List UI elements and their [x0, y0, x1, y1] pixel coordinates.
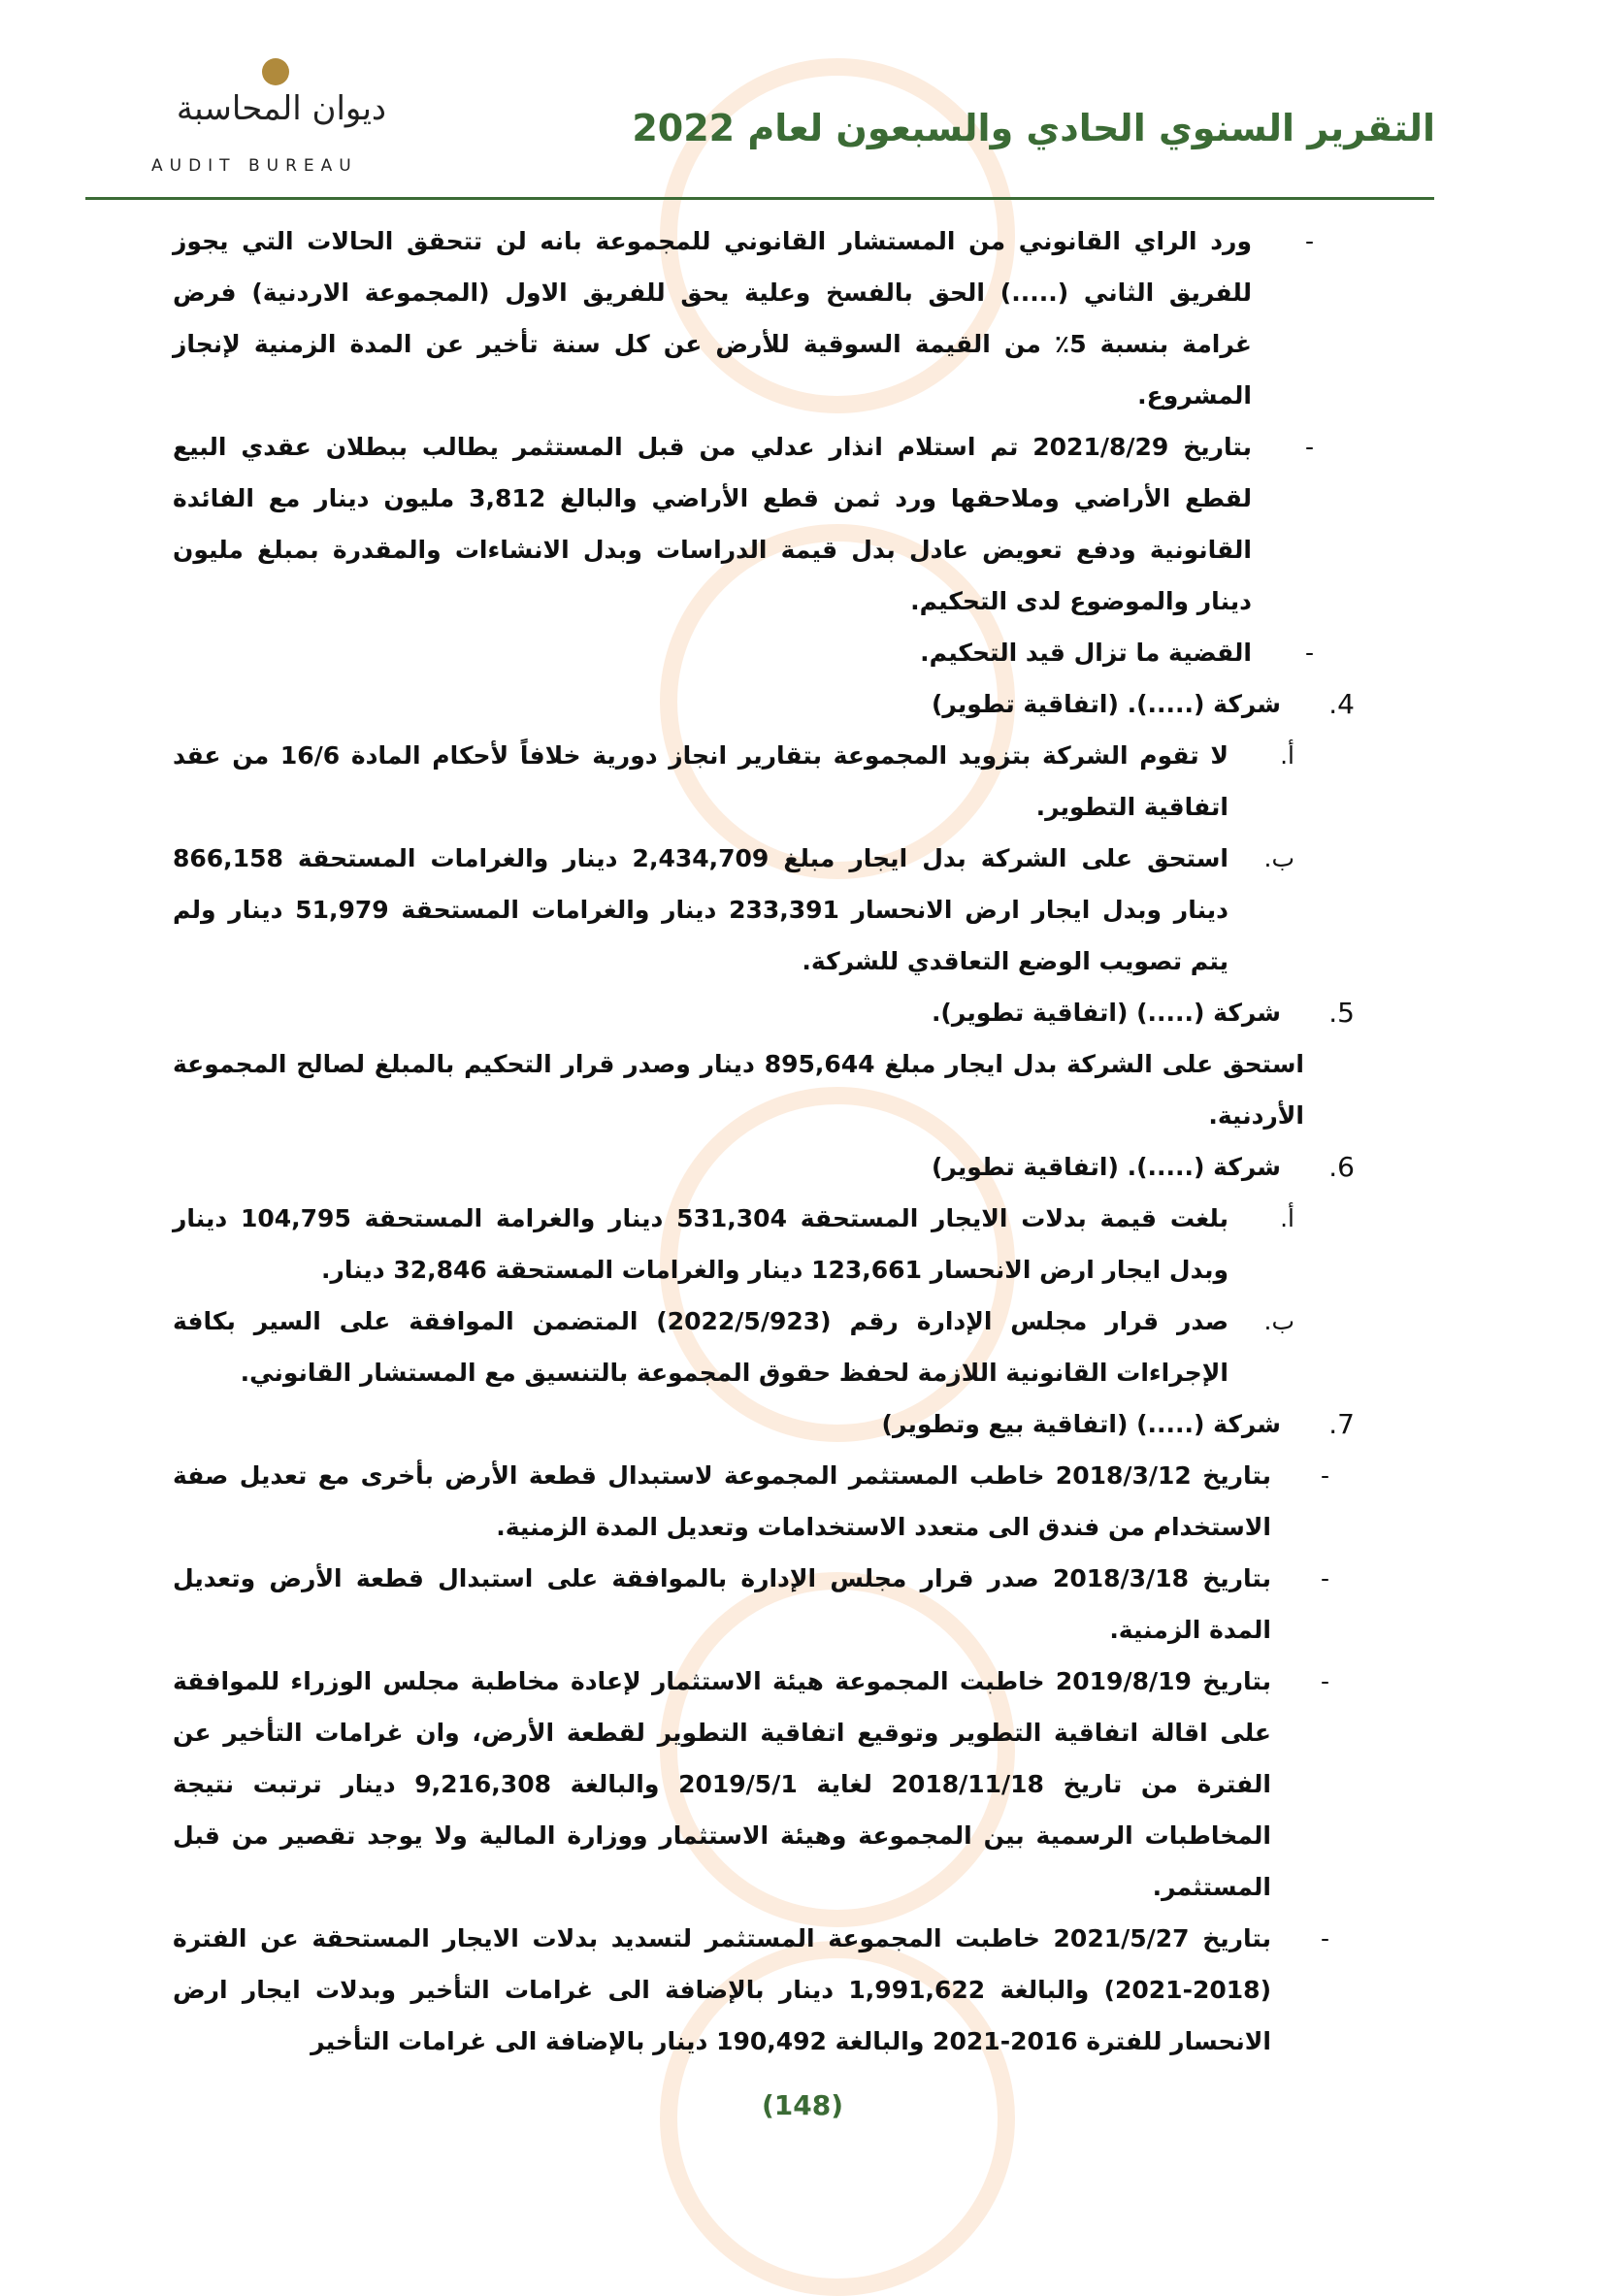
- item-marker: -: [1320, 1564, 1329, 1592]
- paragraph-item: [173, 1913, 1329, 2067]
- numbered-heading: [173, 987, 1355, 1038]
- logo-english-text: AUDIT BUREAU: [151, 156, 358, 176]
- item-marker: 7.: [1328, 1408, 1355, 1440]
- item-marker: 4.: [1328, 688, 1355, 720]
- item-text: بلغت قيمة بدلات الايجار المستحقة 531,304 دينار والغرامة المستحقة 104,795 دينار وبدل ايجار ارض الانحسار 123,661 دينار والغرامات المستحقة 32,846 دينار.: [173, 1204, 1229, 1284]
- logo-arabic-text: ديوان المحاسبة: [176, 89, 387, 128]
- item-text: استحق على الشركة بدل ايجار مبلغ 895,644 دينار وصدر قرار التحكيم بالمبلغ لصالح المجموعة الأردنية.: [173, 1050, 1304, 1130]
- item-marker: -: [1320, 1924, 1329, 1952]
- item-text: بتاريخ 2021/5/27 خاطبت المجموعة المستثمر لتسديد بدلات الايجار المستحقة عن الفترة (2018-2021) والبالغة 1,991,622 دينار بالإضافة الى غرامات التأخير وبدلات ايجار ارض الانحسار للفترة 2016-2021 والبالغة 190,492 دينار بالإضافة الى غرامات التأخير: [173, 1924, 1271, 2055]
- item-marker: أ.: [1280, 741, 1294, 770]
- item-text: شركة (.....). (اتفاقية تطوير): [931, 1153, 1281, 1181]
- item-text: ورد الراي القانوني من المستشار القانوني للمجموعة بانه لن تتحقق الحالات التي يجوز للفريق الثاني (.....) الحق بالفسخ وعلية يحق للفريق الاول (المجموعة الاردنية) فرض غرامة بنسبة 5٪ من القيمة السوقية للأرض عن كل سنة تأخير عن المدة الزمنية لإنجاز المشروع.: [173, 227, 1252, 410]
- paragraph-item: [173, 1553, 1329, 1656]
- lettered-item: [173, 1296, 1294, 1398]
- item-text: بتاريخ 2019/8/19 خاطبت المجموعة هيئة الاستثمار لإعادة مخاطبة مجلس الوزراء للموافقة على اقالة اتفاقية التطوير وتوقيع اتفاقية التطوير لقطعة الأرض، وان غرامات التأخير عن الفترة من تاريخ 2018/11/18 لغاية 2019/5/1 والبالغة 9,216,308 دينار ترتبت نتيجة المخاطبات الرسمية بين المجموعة وهيئة الاستثمار ووزارة المالية ولا يوجد تقصير من قبل المستثمر.: [173, 1667, 1272, 1901]
- item-marker: -: [1304, 639, 1314, 667]
- numbered-heading: [173, 678, 1355, 730]
- item-marker: ب.: [1263, 844, 1294, 872]
- item-marker: -: [1304, 227, 1314, 255]
- paragraph-item: [173, 1656, 1329, 1913]
- item-text: بتاريخ 2021/8/29 تم استلام انذار عدلي من قبل المستثمر يطالب ببطلان عقدي البيع لقطع الأراضي وملاحقها ورد ثمن قطع الأراضي والبالغ 3,812 مليون دينار مع الفائدة القانونية ودفع تعويض عادل بدل قيمة الدراسات وبدل الانشاءات والمقدرة بمبلغ مليون دينار والموضوع لدى التحكيم.: [173, 433, 1252, 615]
- paragraph-item: [173, 421, 1314, 627]
- item-text: لا تقوم الشركة بتزويد المجموعة بتقارير انجاز دورية خلافاً لأحكام المادة 16/6 من عقد اتفاقية التطوير.: [173, 741, 1228, 821]
- paragraph-item: [173, 627, 1314, 678]
- paragraph-item: [173, 215, 1314, 421]
- lettered-item: [173, 833, 1294, 987]
- item-marker: أ.: [1280, 1204, 1294, 1232]
- item-text: شركة (.....) (اتفاقية بيع وتطوير): [881, 1410, 1281, 1438]
- item-text: شركة (.....). (اتفاقية تطوير): [931, 690, 1281, 718]
- report-title: التقرير السنوي الحادي والسبعون لعام 2022: [632, 107, 1435, 149]
- item-marker: 5.: [1328, 997, 1355, 1029]
- lettered-item: [173, 730, 1294, 833]
- item-marker: -: [1320, 1461, 1329, 1490]
- item-text: شركة (.....) (اتفاقية تطوير).: [931, 999, 1281, 1027]
- item-text: القضية ما تزال قيد التحكيم.: [920, 639, 1252, 667]
- item-marker: -: [1304, 433, 1314, 461]
- item-text: بتاريخ 2018/3/18 صدر قرار مجلس الإدارة بالموافقة على استبدال قطعة الأرض وتعديل المدة الزمنية.: [173, 1564, 1271, 1644]
- item-marker: -: [1320, 1667, 1329, 1695]
- lettered-item: [173, 1193, 1294, 1296]
- item-marker: 6.: [1328, 1151, 1355, 1183]
- item-text: صدر قرار مجلس الإدارة رقم (2022/5/923) المتضمن الموافقة على السير بكافة الإجراءات القانونية اللازمة لحفظ حقوق المجموعة بالتنسيق مع المستشار القانوني.: [173, 1307, 1228, 1387]
- paragraph-item: [173, 1450, 1329, 1553]
- item-text: بتاريخ 2018/3/12 خاطب المستثمر المجموعة لاستبدال قطعة الأرض بأخرى مع تعديل صفة الاستخدام من فندق الى متعدد الاستخدامات وتعديل المدة الزمنية.: [173, 1461, 1271, 1541]
- numbered-heading: [173, 1398, 1355, 1450]
- item-text: استحق على الشركة بدل ايجار مبلغ 2,434,709 دينار والغرامات المستحقة 866,158 دينار وبدل ايجار ارض الانحسار 233,391 دينار والغرامات المستحقة 51,979 دينار ولم يتم تصويب الوضع التعاقدي للشركة.: [173, 844, 1229, 975]
- numbered-heading: [173, 1141, 1355, 1193]
- paragraph-item: [173, 1038, 1304, 1141]
- page-number: (148): [761, 2089, 844, 2121]
- item-marker: ب.: [1263, 1307, 1294, 1335]
